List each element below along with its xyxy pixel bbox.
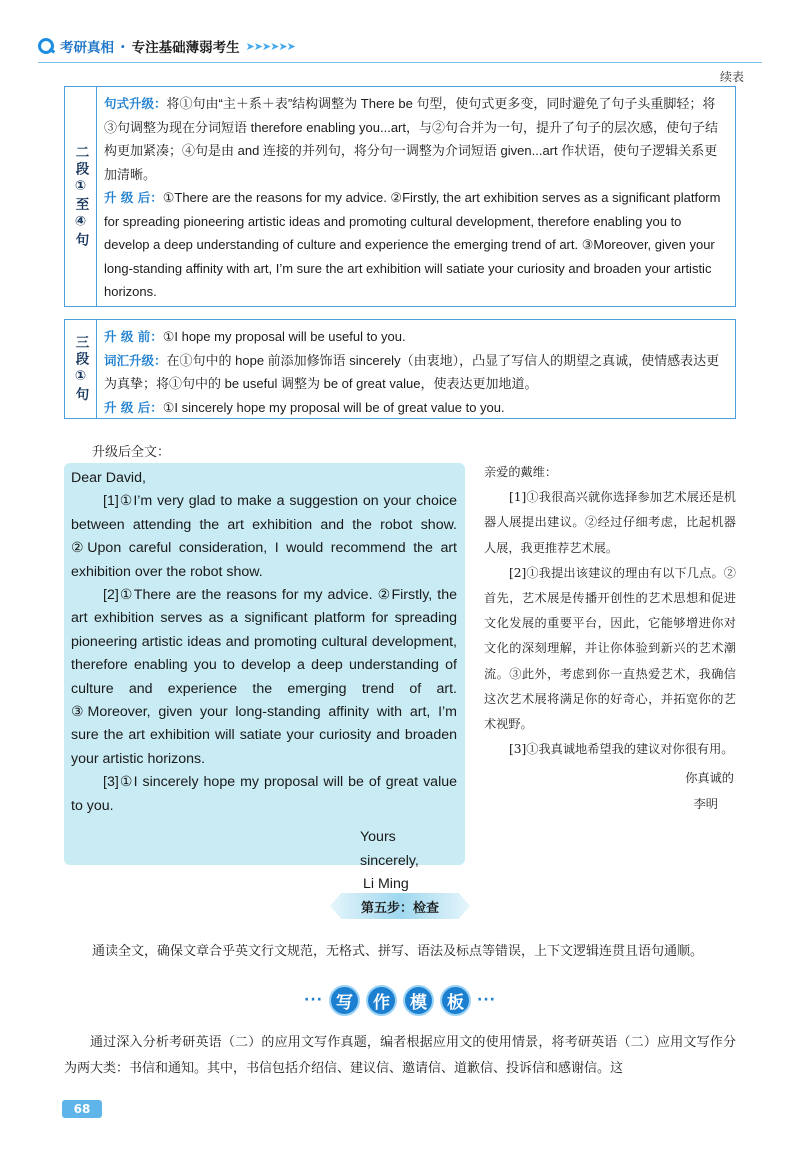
upgrade-table-para3 [64,319,736,419]
writing-template-heading [282,982,518,1018]
heading-char-badge: 作 [366,985,397,1016]
intro-paragraph: 通过深入分析考研英语（二）的应用文写作真题，编者根据应用文的使用情景，将考研英语（二）应用文写作分为两大类：书信和通知。其中，书信包括介绍信、建议信、邀请信、道歉信、投诉信和感谢信。这 [64,1035,736,1076]
letter-paragraph: [3]①我真诚地希望我的建议对你很有用。 [509,742,734,757]
letter-paragraph: [3]①I sincerely hope my proposal will be of great value to you. [71,774,457,814]
english-letter-card [64,463,465,892]
brand-name: 考研真相 [60,40,114,56]
heading-char-badge: 模 [403,985,434,1016]
table-side-label: 三段①句 [65,320,97,418]
letter-closing: Yours sincerely, [360,829,419,869]
table-body [97,320,735,418]
letter-greeting: Dear David, [71,470,146,486]
table-row: 升 级 后：①I sincerely hope my proposal will be of great value to you. [104,399,505,415]
dots-decoration: ··· [477,992,496,1008]
letter-paragraph: [2]①There are the reasons for my advice. ②Firstly, the art exhibition serves as a significant platform for spreading pioneering artistic ideas and promoting cultural development, therefore enabling you to develop a deep understanding of culture and experience the emerging trend of art. ③Moreover, given your long-standing affinity with art, I’m sure the art exhibition will satiate your curiosity and broaden your artistic horizons. [71,587,457,767]
brand-slogan: 专注基础薄弱考生 [131,40,240,56]
table-row: 升 级 后：①There are the reasons for my advice. ②Firstly, the art exhibition serves as a significant platform for spreading pioneering artistic ideas and promoting cultural development, therefore enabling you to develop a deep understanding of culture and experience the emerging trend of art. ③Moreover, given your long-standing affinity with art, I’m sure the art exhibition will satiate your curiosity and broaden your artistic horizons. [104,190,721,299]
letter-signature: 李明 [693,796,718,811]
heading-char-badge: 写 [329,985,360,1016]
running-header: 考研真相 · 专注基础薄弱考生 ➤➤➤➤➤➤ [38,36,295,56]
table-row: 词汇升级：在①句中的 hope 前添加修饰语 sincerely（由衷地），凸显了写信人的期望之真诚，使情感表达更为真挚；将①句中的 be useful 调整为 be of great value，使表达更加地道。 [104,352,720,391]
chinese-translation [484,460,736,817]
header-divider [38,62,762,63]
letter-greeting: 亲爱的戴维： [484,465,558,479]
search-logo-icon [38,38,54,54]
letter-paragraph: [1]①I’m very glad to make a suggestion on your choice between attending the art exhibition and the robot show. ②Upon careful consideration, I would recommend the art exhibition over the robot show. [71,493,457,580]
table-side-label: 二段①至④句 [65,87,97,306]
heading-char-badge: 板 [440,985,471,1016]
step-label: 第五步：检查 [360,901,439,916]
letter-paragraph: [2]①我提出该建议的理由有以下几点。②首先，艺术展是传播开创性的艺术思想和促进文化发展的重要平台，因此，它能够增进你对文化的深刻理解，并让你体验到新兴的艺术潮流。③此外，考虑到你一直热爱艺术，我确信这次艺术展将满足你的好奇心，并拓宽你的艺术视野。 [484,565,736,732]
letter-closing: 你真诚的 [685,771,734,786]
step-five-banner [330,893,470,919]
dots-decoration: ··· [304,992,323,1008]
table-body [97,87,735,306]
letter-signature: Li Ming [363,875,409,892]
table-row: 句式升级：将①句由“主＋系＋表”结构调整为 There be 句型，使句式更多变，同时避免了句子头重脚轻；将③句调整为现在分词短语 therefore enabling you...art，与②句合并为一句，提升了句子的层次感，使句子结构更加紧凑；④句是由 and 连接的并列句，将分句一调整为介词短语 given...art 作状语，使句子逻辑关系更加清晰。 [104,96,718,182]
table-row: 升 级 前：①I hope my proposal will be useful to you. [104,329,406,344]
chevron-arrows-icon: ➤➤➤➤➤➤ [245,39,295,53]
page-number: 68 [62,1100,102,1118]
letter-paragraph: [1]①我很高兴就你选择参加艺术展还是机器人展提出建议。②经过仔细考虑，比起机器人展，我更推荐艺术展。 [484,490,736,555]
continued-label: 续表 [719,70,744,84]
check-instructions: 通读全文，确保文章合乎英文行文规范，无格式、拼写、语法及标点等错误，上下文逻辑连贯且语句通顺。 [92,944,704,959]
upgrade-table-para2 [64,86,736,307]
full-text-title: 升级后全文： [92,445,171,460]
